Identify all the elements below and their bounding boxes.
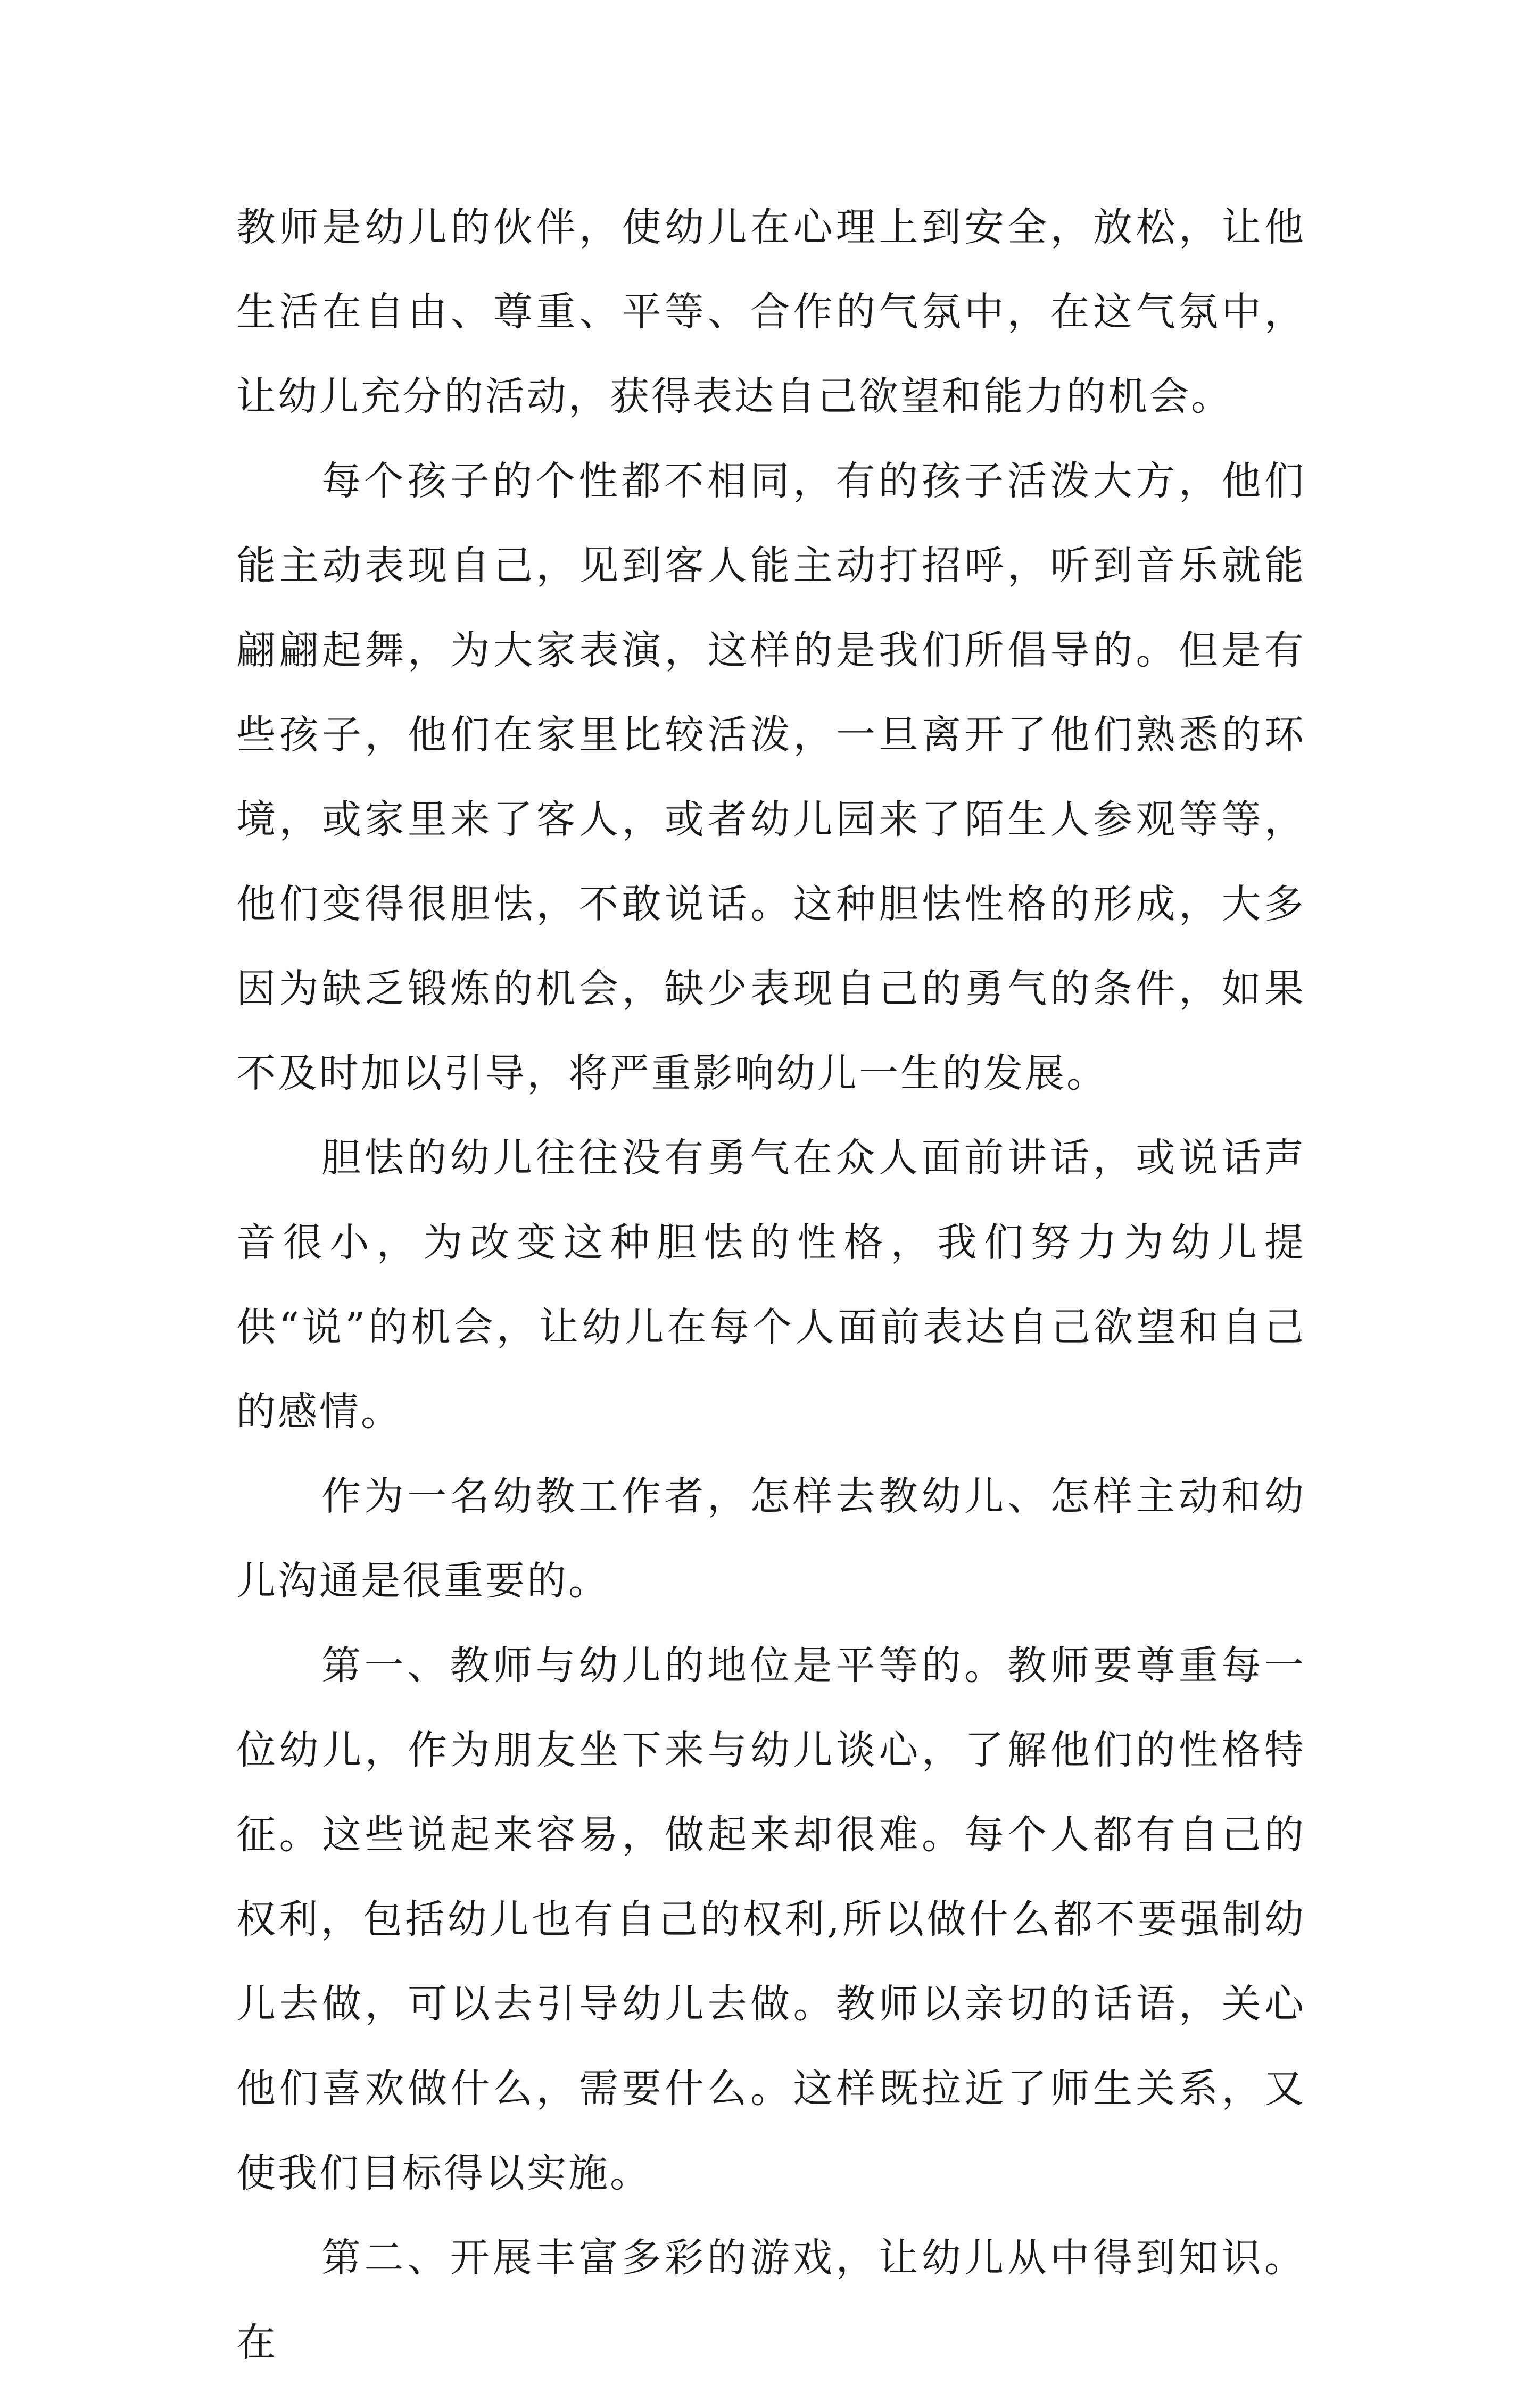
- paragraph-1: 教师是幼儿的伙伴，使幼儿在心理上到安全，放松，让他生活在自由、尊重、平等、合作的气氛中，在这气氛中，让幼儿充分的活动，获得表达自己欲望和能力的机会。: [236, 204, 1306, 419]
- paragraph-3: 胆怯的幼儿往往没有勇气在众人面前讲话，或说话声音很小，为改变这种胆怯的性格，我们努力为幼儿提供“说”的机会，让幼儿在每个人面前表达自己欲望和自己的感情。: [236, 1135, 1306, 1435]
- paragraph-4: 作为一名幼教工作者，怎样去教幼儿、怎样主动和幼儿沟通是很重要的。: [236, 1473, 1306, 1604]
- paragraph-2: 每个孩子的个性都不相同，有的孩子活泼大方，他们能主动表现自己，见到客人能主动打招呼，听到音乐就能翩翩起舞，为大家表演，这样的是我们所倡导的。但是有些孩子，他们在家里比较活泼，一旦离开了他们熟悉的环境，或家里来了客人，或者幼儿园来了陌生人参观等等，他们变得很胆怯，不敢说话。这种胆怯性格的形成，大多因为缺乏锻炼的机会，缺少表现自己的勇气的条件，如果不及时加以引导，将严重影响幼儿一生的发展。: [236, 458, 1306, 1096]
- document-body: [236, 185, 1306, 2385]
- paragraph-6: 第二、开展丰富多彩的游戏，让幼儿从中得到知识。在: [236, 2235, 1306, 2365]
- paragraph-5: 第一、教师与幼儿的地位是平等的。教师要尊重每一位幼儿，作为朋友坐下来与幼儿谈心，了解他们的性格特征。这些说起来容易，做起来却很难。每个人都有自己的权利，包括幼儿也有自己的权利,所以做什么都不要强制幼儿去做，可以去引导幼儿去做。教师以亲切的话语，关心他们喜欢做什么，需要什么。这样既拉近了师生关系，又使我们目标得以实施。: [236, 1643, 1306, 2196]
